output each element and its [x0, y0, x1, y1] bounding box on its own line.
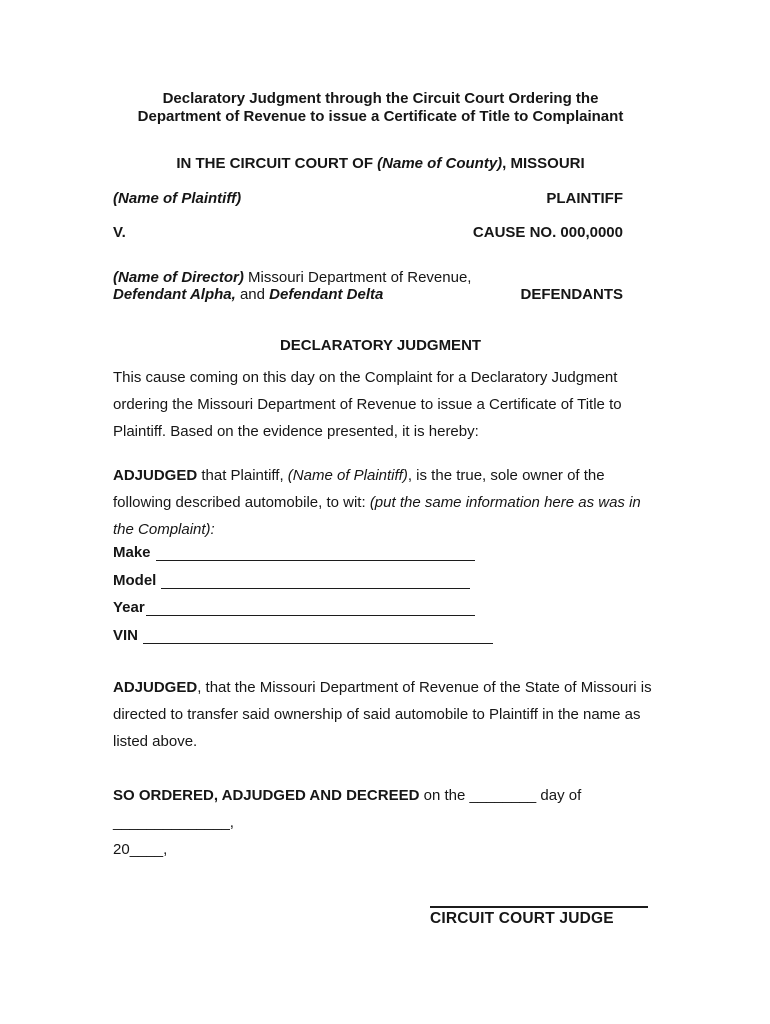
signature-block — [430, 892, 648, 928]
judge-signature-line[interactable] — [430, 892, 648, 908]
decree-day-of: day of — [536, 787, 582, 804]
year-blank-line[interactable]: ____ — [129, 841, 164, 858]
defendant-and: and — [235, 285, 270, 303]
defendant-delta: Defendant Delta — [269, 285, 384, 303]
model-label: Model — [113, 571, 157, 589]
year-field-line[interactable] — [146, 597, 475, 616]
decree-year-prefix: 20 — [113, 841, 130, 858]
model-field-line[interactable] — [161, 570, 470, 589]
vin-label: VIN — [113, 626, 139, 644]
court-heading-county: (Name of County) — [377, 155, 503, 172]
adjudged-transfer-text: , that the Missouri Department of Revenue of the State of Missouri is directed to transfer said ownership of said automobile to Plaintiff in the name as listed above. — [113, 679, 652, 750]
year-field-row — [113, 597, 475, 625]
model-field-row — [113, 570, 470, 598]
plaintiff-name: (Name of Plaintiff) — [113, 190, 242, 207]
defendant-line1 — [113, 270, 471, 287]
defendants-label: DEFENDANTS — [520, 286, 623, 303]
court-heading — [113, 155, 648, 172]
make-field-line[interactable] — [156, 542, 475, 561]
intro-paragraph: This cause coming on this day on the Complaint for a Declaratory Judgment ordering the Missouri Department of Revenue to issue a Certificate of Title to Plaintiff. Based on the evidence presented, it is hereby: — [113, 369, 622, 440]
adjudged-transfer-bold: ADJUDGED — [113, 679, 198, 696]
decree-bold: SO ORDERED, ADJUDGED AND DECREED — [113, 787, 420, 804]
document-title-line1: Declaratory Judgment through the Circuit Court Ordering the — [162, 90, 599, 107]
caption-defendants-row — [113, 270, 623, 303]
decree-paragraph — [113, 782, 655, 863]
decree-comma: , — [229, 814, 234, 831]
defendant-alpha: Defendant Alpha, — [113, 285, 236, 303]
vin-field-line[interactable] — [143, 625, 493, 644]
defendant-line2 — [113, 287, 471, 304]
make-label: Make — [113, 544, 151, 561]
month-blank-line[interactable]: ______________ — [113, 814, 230, 831]
year-label: Year — [113, 599, 145, 616]
vin-field-row — [113, 625, 493, 653]
adjudged-owner-plaintiff-placeholder: (Name of Plaintiff) — [287, 467, 408, 484]
defendant-names — [113, 270, 471, 303]
day-blank-line[interactable]: ________ — [469, 787, 537, 804]
adjudged-owner-note: (put the same information here as was in the Complaint): — [113, 494, 641, 538]
document-title — [113, 90, 648, 125]
vehicle-fields — [113, 542, 655, 652]
cause-number: CAUSE NO. 000,0000 — [472, 224, 623, 241]
adjudged-owner-text1: that Plaintiff, — [197, 467, 288, 484]
caption-plaintiff-row — [113, 190, 623, 207]
judgment-heading: DECLARATORY JUDGMENT — [279, 337, 482, 354]
plaintiff-label: PLAINTIFF — [546, 190, 623, 207]
decree-on-the: on the — [419, 787, 470, 804]
court-heading-suffix: , MISSOURI — [502, 155, 585, 172]
adjudged-owner-bold: ADJUDGED — [113, 467, 198, 484]
adjudged-owner-paragraph — [113, 462, 655, 543]
court-heading-prefix: IN THE CIRCUIT COURT OF — [176, 155, 378, 172]
judge-signature-label: CIRCUIT COURT JUDGE — [430, 910, 614, 927]
make-field-row — [113, 542, 475, 570]
document-title-line2: Department of Revenue to issue a Certificate of Title to Complainant — [137, 107, 624, 125]
adjudged-transfer-paragraph — [113, 674, 655, 755]
decree-comma2: , — [163, 841, 168, 858]
director-name: (Name of Director) — [113, 269, 244, 286]
adjudged-owner-text2: , is the true, sole owner of the following described automobile, to wit: — [113, 467, 605, 511]
director-rest: Missouri Department of Revenue, — [243, 269, 472, 286]
versus-label: V. — [113, 224, 126, 241]
caption-versus-row — [113, 224, 623, 241]
